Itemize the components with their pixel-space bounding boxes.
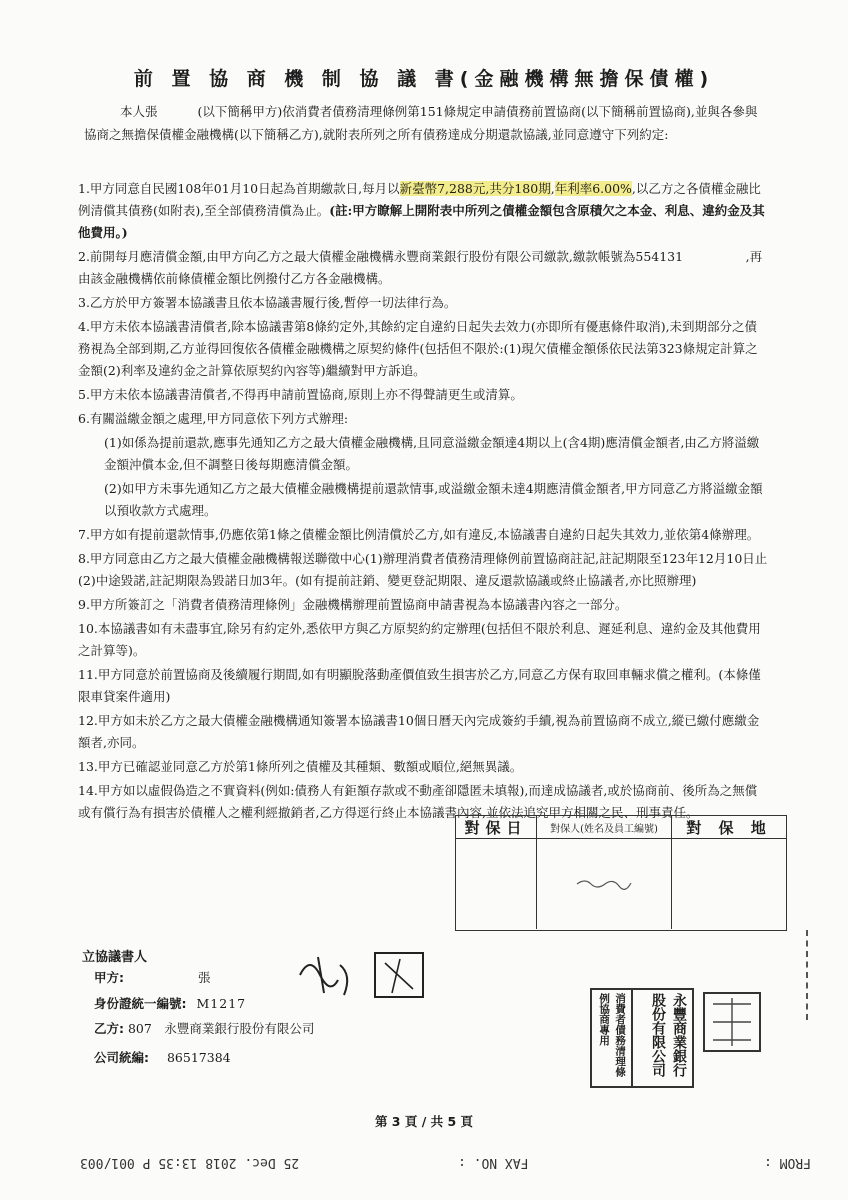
party-a-signature [290, 945, 440, 1005]
id-number-value: M1217 [196, 996, 247, 1011]
clause-c5 [78, 384, 768, 406]
clause-c11 [78, 664, 768, 708]
clause-c2 [78, 246, 768, 290]
clause-c7 [78, 524, 768, 546]
clause-c4 [78, 316, 768, 382]
verifier-header: 對保人(姓名及員工編號) [537, 816, 672, 838]
verifier-signature-scribble [537, 839, 671, 929]
clause-text: 11.甲方同意於前置協商及後續履行期間,如有明顯脫落動產價值致生損害於乙方,同意乙方保有取回車輛求償之權利。(本條僅限車貸案件適用) [78, 667, 761, 704]
fax-footer-timestamp: 25 Dec. 2018 13:35 P 001/003 [80, 1155, 300, 1170]
party-b-row [94, 1019, 314, 1037]
verify-place-header: 對 保 地 [686, 818, 772, 837]
clause-text: 8.甲方同意由乙方之最大債權金融機構報送聯徵中心(1)辦理消費者債務清理條例前置協商註記,註記期限至123年12月10日止(2)中途毀諾,註記期限為毀諾日加3年。(如有提前註銷、變更登記期限、違反還款協議或終止協議者,亦比照辦理) [78, 551, 768, 588]
clause-text: (1)如係為提前還款,應事先通知乙方之最大債權金融機構,且同意溢繳金額達4期以上(含4期)應清償金額者,由乙方將溢繳金額沖償本金,但不調整日後每期應清償金額。 [104, 435, 760, 472]
clause-text: 13.甲方已確認並同意乙方於第1條所列之債權及其種類、數額或順位,絕無異議。 [78, 759, 523, 774]
intro-prefix: 本人張 [120, 104, 158, 119]
party-a-row [94, 968, 211, 986]
clause-text: 7.甲方如有提前還款情事,仍應依第1條之債權金額比例清償於乙方,如有違反,本協議書自違約日起失其效力,並依第4條辦理。 [78, 527, 760, 542]
clause-c6b [78, 478, 768, 522]
clause-text: 10.本協議書如有未盡事宜,除另有約定外,悉依甲方與乙方原契約約定辦理(包括但不限於利息、遲延利息、違約金及其他費用之計算等)。 [78, 621, 761, 658]
clause-text: 9.甲方所簽訂之「消費者債務清理條例」金融機構辦理前置協商申請書視為本協議書內容之一部分。 [78, 597, 628, 612]
clause-c13 [78, 756, 768, 778]
company-number-value: 86517384 [166, 1050, 231, 1065]
party-b-label: 乙方: [94, 1021, 124, 1036]
clause-text: (2)如甲方未事先通知乙方之最大債權金融機構提前還款情事,或溢繳金額未達4期應清償金額者,甲方同意乙方將溢繳金額以預收款方式處理。 [104, 481, 763, 518]
clause-text: 12.甲方如未於乙方之最大債權金融機構通知簽署本協議書10個日曆天內完成簽約手續,視為前置協商不成立,縱已繳付應繳金額者,亦同。 [78, 713, 760, 750]
intro-text: (以下簡稱甲方)依消費者債務清理條例第151條規定申請債務前置協商(以下簡稱前置協商),並與各參與協商之無擔保債權金融機構(以下簡稱乙方),就附表所列之所有債務達成分期還款協議,並同意遵守下列約定: [84, 104, 758, 142]
margin-mark [806, 930, 820, 1020]
clause-text: 1.甲方同意自民國108年01月10日起為首期繳款日,每月以 [78, 181, 400, 196]
signatories-heading: 立協議書人 [82, 950, 148, 965]
party-a-name: 張 [197, 970, 211, 985]
clause-text: 年利率6.00% [554, 181, 632, 196]
document-title: 前 置 協 商 機 制 協 議 書(金融機構無擔保債權) [133, 68, 715, 90]
clause-c6 [78, 408, 768, 430]
fax-footer-from-label: FROM : [764, 1155, 811, 1170]
company-number-label: 公司統編: [94, 1050, 149, 1065]
clause-text: 5.甲方未依本協議書清償者,不得再申請前置協商,原則上亦不得聲請更生或清算。 [78, 387, 523, 402]
party-b-value: 807 永豐商業銀行股份有限公司 [127, 1021, 315, 1036]
bank-seal-stamp [590, 988, 694, 1088]
bank-seal-sub-text: 消費者債務清理條例協商專用 [592, 990, 633, 1086]
bank-seal-text: 永豐商業銀行股份有限公司 [650, 993, 687, 1077]
clause-text: 4.甲方未依本協議書清償者,除本協議書第8條約定外,其餘約定自違約日起失去效力(亦即所有優惠條件取消),未到期部分之債務視為全部到期,乙方並得回復依各債權金融機構之原契約條件(包括但不限於:(1)現欠債權金額係依民法第323條規定計算之金額(2)利率及違約金之計算依原契約內容等)繼續對甲方訴追。 [78, 319, 758, 378]
id-number-label: 身份證統一編號: [94, 996, 187, 1011]
representative-seal-stamp [703, 992, 761, 1052]
verify-date-header: 對保日 [456, 816, 537, 838]
clause-c9 [78, 594, 768, 616]
verify-place-cell [672, 839, 786, 929]
clause-text: 6.有關溢繳金額之處理,甲方同意依下列方式辦理: [78, 411, 349, 426]
verify-date-cell [456, 839, 537, 929]
intro-paragraph [84, 100, 764, 146]
verification-stamp-table [455, 815, 787, 931]
clause-c6a [78, 432, 768, 476]
clause-text: ,以乙方之各債權金融比例清償其債務(如附表),至全部債務清償為止。 [78, 181, 761, 218]
clause-c10 [78, 618, 768, 662]
clause-c3 [78, 292, 768, 314]
clause-text: , [550, 181, 555, 196]
id-number-row [94, 994, 246, 1012]
clause-c8 [78, 548, 768, 592]
clause-text: 14.甲方如以虛假偽造之不實資料(例如:債務人有鉅額存款或不動產卻隱匿未填報),而達成協議者,或於協商前、後所為之無償或有償行為有損害於債權人之權利經撤銷者,乙方得逕行終止本協議書內容,並依法追究甲方相關之民、刑事責任。 [78, 783, 758, 820]
clause-text: 2.前開每月應清償金額,由甲方向乙方之最大債權金融機構永豐商業銀行股份有限公司繳款,繳款帳號為554131 ,再由該金融機構依前條債權金額比例撥付乙方各金融機構。 [78, 249, 763, 286]
verifier-cell [537, 839, 672, 929]
page-indicator: 第 3 頁 / 共 5 頁 [374, 1114, 474, 1129]
clause-list [78, 178, 768, 826]
clause-text: 3.乙方於甲方簽署本協議書且依本協議書履行後,暫停一切法律行為。 [78, 295, 457, 310]
clause-text: (註:甲方瞭解上開附表中所列之債權金額包含原積欠之本金、利息、違約金及其他費用。) [78, 203, 765, 240]
party-a-label: 甲方: [94, 970, 124, 985]
clause-text: 新臺幣7,288元,共分180期 [399, 181, 551, 196]
company-number-row [94, 1048, 231, 1066]
clause-c1 [78, 178, 768, 244]
clause-c12 [78, 710, 768, 754]
fax-footer-number-label: FAX NO. : [458, 1155, 529, 1170]
